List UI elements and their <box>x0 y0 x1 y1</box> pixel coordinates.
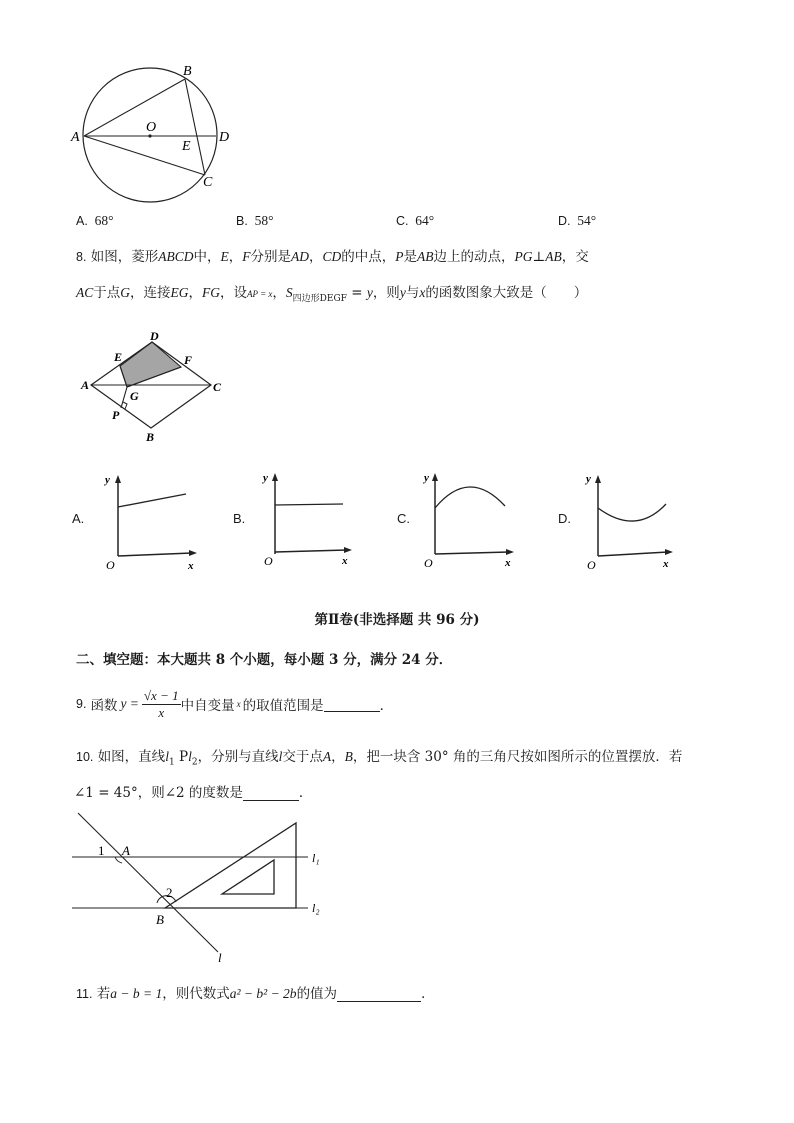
curve-increasing <box>118 494 186 507</box>
q10-parallel-lines-figure <box>68 810 338 968</box>
math: AD <box>290 249 309 264</box>
answer-blank[interactable] <box>324 697 380 712</box>
label-d: D <box>219 130 230 145</box>
q10-line2 <box>74 781 312 801</box>
text: 的函数图象大致是（ ） <box>425 285 588 301</box>
subscript: 2 <box>191 757 198 768</box>
graph-option-c <box>415 468 525 573</box>
option-label: D. <box>558 214 571 228</box>
label-a: A <box>81 378 90 392</box>
math: = <box>346 285 367 301</box>
text: ． <box>298 785 313 801</box>
option-value: 54° <box>577 213 597 228</box>
label-a: A <box>122 843 130 858</box>
denominator: x <box>158 704 165 720</box>
math: l <box>278 749 283 764</box>
text: ，连接 <box>130 285 171 301</box>
x-label: x <box>342 555 348 567</box>
label-l: l <box>218 950 222 965</box>
part2-heading: 二、填空题：本大题共 8 个小题，每小题 3 分，满分 24 分． <box>76 652 453 668</box>
option-value: 58° <box>254 213 274 228</box>
math: l <box>165 749 169 764</box>
option-label: C. <box>396 214 409 228</box>
label-b: B <box>156 912 164 927</box>
origin-label: O <box>587 558 596 572</box>
text: 如图，直线 <box>97 749 166 765</box>
x-axis <box>275 550 347 552</box>
label-l1: l₁ <box>312 851 320 865</box>
curve-arch <box>435 487 505 508</box>
q7-option-c <box>396 213 434 229</box>
text: ． <box>379 698 394 714</box>
math: FG <box>202 285 221 300</box>
segment-pg <box>121 387 127 408</box>
math: F <box>242 249 251 264</box>
q8-line2 <box>76 281 587 304</box>
math: y = <box>120 696 139 711</box>
text: 与 <box>405 285 420 301</box>
math: x <box>236 699 241 709</box>
numerator: √x − 1 <box>143 687 179 703</box>
curve-valley <box>598 504 666 521</box>
q11-number: 11. <box>76 987 93 1001</box>
text: ， <box>228 249 243 265</box>
math: P <box>395 249 404 264</box>
graph-option-b <box>255 468 365 573</box>
y-arrow <box>595 475 601 483</box>
text: ， <box>308 249 323 265</box>
x-arrow <box>506 549 514 555</box>
option-label: B. <box>236 214 248 228</box>
label-p: P <box>112 408 120 422</box>
text: 若 <box>96 986 111 1002</box>
text: ，把一块含 30° 角的三角尺按如图所示的位置摆放．若 <box>352 749 683 765</box>
math: y <box>366 285 373 300</box>
x-label: x <box>663 558 669 570</box>
subscript: 四边形DEGF <box>292 294 347 304</box>
label-o: O <box>146 120 157 135</box>
label-d: D <box>150 330 159 343</box>
label-b: B <box>183 64 192 79</box>
math: S <box>285 285 293 300</box>
math: G <box>120 285 131 300</box>
text: 函数 <box>90 698 118 714</box>
label-f: F <box>184 353 193 367</box>
q8-number: 8. <box>76 250 87 264</box>
text: ，交 <box>561 249 589 265</box>
math: A <box>322 749 332 764</box>
math: P <box>178 749 189 765</box>
math: l <box>188 749 192 764</box>
y-label: y <box>424 472 429 484</box>
graph-option-c-label: C. <box>397 511 410 526</box>
q8-line1 <box>76 245 589 265</box>
math: a − b = 1 <box>110 986 163 1001</box>
text: 边上的动点， <box>433 249 515 265</box>
graph-option-b-label: B. <box>233 511 246 526</box>
text: 的中点， <box>341 249 396 265</box>
y-label: y <box>263 472 268 484</box>
label-e: E <box>182 139 191 154</box>
text: 于点 <box>93 285 121 301</box>
text: 的取值范围是 <box>242 698 324 714</box>
text: ，分别与直线 <box>197 749 279 765</box>
math: ABCD <box>158 249 194 264</box>
math: CD <box>322 249 342 264</box>
x-axis <box>435 552 509 554</box>
set-square-outer <box>165 823 296 908</box>
math: EG <box>170 285 189 300</box>
graph-option-d-label: D. <box>558 511 571 526</box>
y-arrow <box>432 473 438 481</box>
text: 分别是 <box>250 249 291 265</box>
x-axis <box>118 553 192 556</box>
label-b: B <box>146 430 155 444</box>
text: ． <box>421 986 435 1002</box>
math: AB <box>545 249 562 264</box>
text: ，则 <box>372 285 400 301</box>
q11-line <box>76 982 435 1002</box>
math: x <box>419 285 426 300</box>
q7-option-d <box>558 213 596 229</box>
text: ， <box>272 285 286 301</box>
subscript: 1 <box>168 757 175 768</box>
x-label: x <box>505 557 511 569</box>
fraction <box>142 688 181 721</box>
graph-option-a <box>98 470 208 575</box>
x-arrow <box>665 549 673 555</box>
label-g: G <box>130 389 139 403</box>
x-label: x <box>188 560 194 572</box>
q9-number: 9. <box>76 697 87 711</box>
math: E <box>220 249 229 264</box>
y-label: y <box>586 473 591 485</box>
text: ，设 <box>220 285 248 301</box>
math: a² − b² − 2b <box>229 986 297 1001</box>
option-label: A. <box>76 214 88 228</box>
x-arrow <box>189 550 197 556</box>
y-arrow <box>272 473 278 481</box>
label-e: E <box>114 350 123 364</box>
answer-blank[interactable] <box>337 987 421 1002</box>
label-angle-2: 2 <box>166 885 173 900</box>
x-arrow <box>344 547 352 553</box>
text: 交于点 <box>282 749 323 765</box>
option-value: 64° <box>415 213 435 228</box>
origin-label: O <box>424 556 433 570</box>
set-square-inner <box>222 860 274 894</box>
answer-blank[interactable] <box>243 786 299 801</box>
text: ∠1 = 45°，则∠2 的度数是 <box>74 785 243 801</box>
y-label: y <box>105 474 110 486</box>
graph-option-a-label: A. <box>72 511 85 526</box>
label-c: C <box>213 380 222 394</box>
text: ， <box>188 285 203 301</box>
angle-1-arc <box>115 857 122 863</box>
q10-line1 <box>76 745 682 768</box>
shaded-quadrilateral-degf <box>120 342 181 387</box>
x-axis <box>598 552 668 556</box>
q10-number: 10. <box>76 750 94 764</box>
chord-ab <box>84 79 185 136</box>
y-arrow <box>115 475 121 483</box>
label-l2: l₂ <box>312 901 320 915</box>
graph-option-d <box>578 470 688 575</box>
text: 中， <box>193 249 221 265</box>
math: B <box>344 749 353 764</box>
q8-rhombus-figure <box>78 330 238 445</box>
q7-option-a <box>76 213 113 229</box>
math: AB <box>417 249 434 264</box>
section-title: 第Ⅱ卷(非选择题 共 96 分) <box>314 612 480 628</box>
label-c: C <box>203 175 213 190</box>
text: ，则代数式 <box>162 986 230 1002</box>
text: 是 <box>403 249 417 265</box>
text: 的值为 <box>296 986 338 1002</box>
text: 如图，菱形 <box>90 249 159 265</box>
q7-circle-figure <box>70 55 240 205</box>
origin-label: O <box>264 554 273 568</box>
q9-line <box>76 683 393 725</box>
math: ⊥ <box>532 249 546 265</box>
label-angle-1: 1 <box>98 843 105 858</box>
math: PG <box>514 249 533 264</box>
curve-horizontal <box>275 504 343 505</box>
math: AP = x <box>247 289 273 299</box>
math: y <box>399 285 406 300</box>
text: 中自变量 <box>180 698 235 714</box>
transversal-l <box>78 813 218 952</box>
q7-option-b <box>236 213 273 229</box>
label-a: A <box>71 130 80 145</box>
math: AC <box>76 285 94 300</box>
text: ， <box>331 749 345 765</box>
origin-label: O <box>106 558 115 572</box>
option-value: 68° <box>94 213 114 228</box>
